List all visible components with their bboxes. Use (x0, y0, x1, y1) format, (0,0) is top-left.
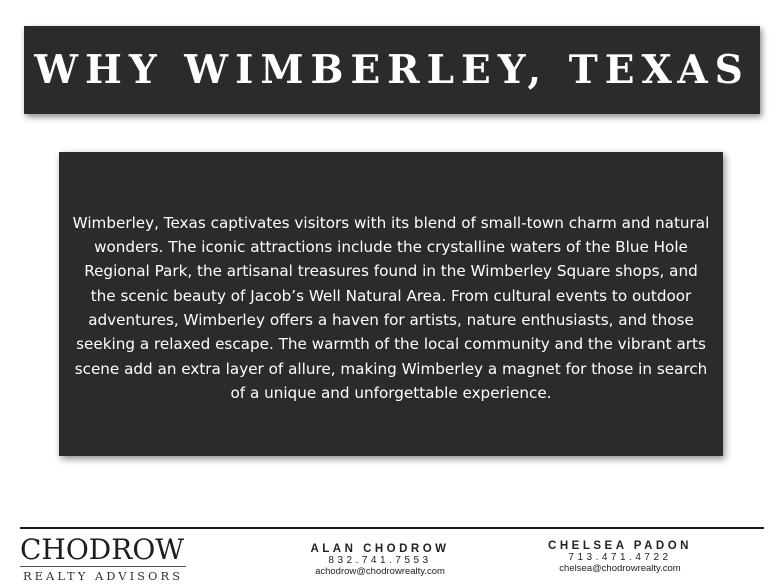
description-panel (59, 152, 723, 456)
logo-wordmark: CHODROW (20, 533, 185, 566)
logo-tagline: REALTY ADVISORS (23, 569, 183, 583)
footer-divider (20, 527, 764, 529)
agent-name: CHELSEA PADON (548, 540, 692, 552)
page-title: WHY WIMBERLEY, TEXAS (34, 47, 750, 93)
agent-phone: 713.471.4722 (568, 552, 672, 563)
agent-contact-chelsea (540, 540, 700, 574)
agent-contact-alan (300, 543, 460, 577)
company-logo (20, 535, 186, 583)
logo-rule (20, 566, 186, 567)
agent-phone: 832.741.7553 (328, 555, 432, 566)
title-banner (24, 26, 760, 114)
agent-email[interactable]: achodrow@chodrowrealty.com (315, 566, 445, 577)
agent-name: ALAN CHODROW (310, 543, 450, 555)
description-text: Wimberley, Texas captivates visitors with its blend of small-town charm and natural wonders. The iconic attractions include the crystalline waters of the Blue Hole Regional Park, the artisanal treasures found in the Wimberley Square shops, and the scenic beauty of Jacob’s Well Natural Area. From cultural events to outdoor adventures, Wimberley offers a haven for artists, nature enthusiasts, and those seeking a relaxed escape. The warmth of the local community and the vibrant arts scene add an extra layer of allure, making Wimberley a magnet for those in search of a unique and unforgettable experience. (72, 213, 710, 402)
agent-email[interactable]: chelsea@chodrowrealty.com (559, 563, 681, 574)
